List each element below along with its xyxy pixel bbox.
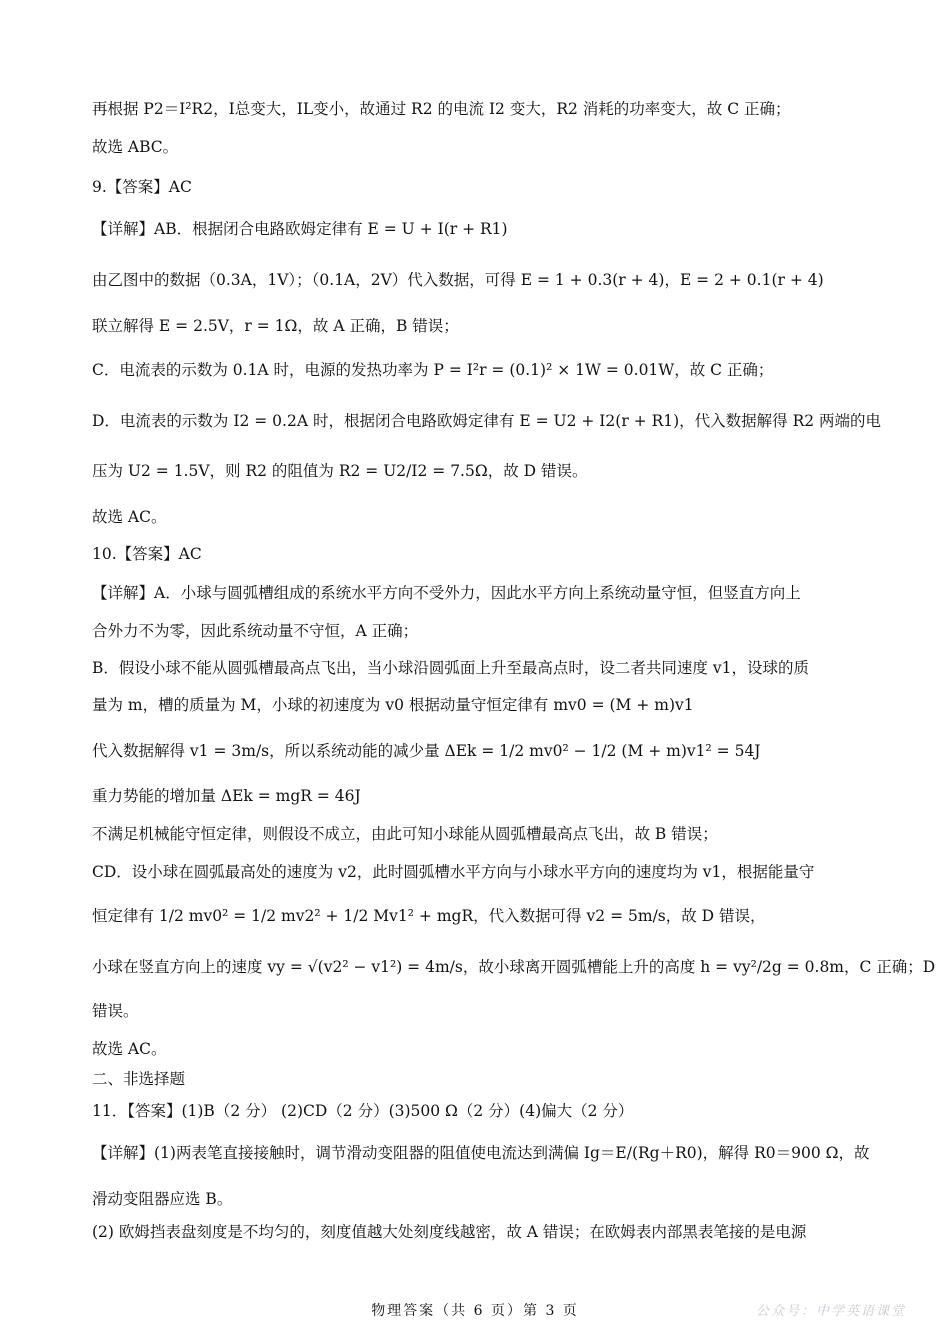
line-text: 联立解得 E = 2.5V，r = 1Ω，故 A 正确，B 错误； <box>92 317 459 335</box>
line-text: 故选 ABC。 <box>92 138 179 156</box>
line-text: 重力势能的增加量 ΔEk = mgR = 46J <box>92 787 361 805</box>
text-line <box>92 315 862 337</box>
text-line <box>92 1142 870 1164</box>
text-line <box>92 1000 862 1022</box>
text-line <box>92 694 862 716</box>
text-line <box>92 956 936 978</box>
text-line <box>92 460 862 482</box>
text-line <box>92 905 862 927</box>
line-text: 压为 U2 = 1.5V，则 R2 的阻值为 R2 = U2/I2 = 7.5Ω，故 D 错误。 <box>92 462 588 480</box>
answer-heading <box>92 176 862 198</box>
line-text: 小球在竖直方向上的速度 vy = √(v2² − v1²) = 4m/s，故小球离开圆弧槽能上升的高度 h = vy²/2g = 0.8m，C 正确；D <box>92 958 936 976</box>
section-heading <box>92 1068 862 1090</box>
line-text: 10.【答案】AC <box>92 545 202 563</box>
line-text: B．假设小球不能从圆弧槽最高点飞出，当小球沿圆弧面上升至最高点时，设二者共同速度 v1，设球的质 <box>92 659 809 677</box>
text-line <box>92 98 862 120</box>
line-text: 量为 m，槽的质量为 M，小球的初速度为 v0 根据动量守恒定律有 mv0 = (M + m)v1 <box>92 696 694 714</box>
text-line <box>92 506 862 528</box>
line-text: 再根据 P2＝I²R2，I总变大，IL变小，故通过 R2 的电流 I2 变大，R2 消耗的功率变大，故 C 正确； <box>92 100 791 118</box>
text-line <box>92 359 862 381</box>
text-line <box>92 823 862 845</box>
watermark: 公众号：中学英语课堂 <box>755 1304 906 1319</box>
text-line <box>92 620 862 642</box>
line-text: (2) 欧姆挡表盘刻度是不均匀的，刻度值越大处刻度线越密，故 A 错误；在欧姆表内部黑表笔接的是电源 <box>92 1223 807 1241</box>
answer-heading <box>92 1100 862 1122</box>
line-text: C．电流表的示数为 0.1A 时，电源的发热功率为 P = I²r = (0.1)² × 1W = 0.01W，故 C 正确； <box>92 361 774 379</box>
line-text: 故选 AC。 <box>92 508 167 526</box>
line-text: 错误。 <box>92 1002 139 1020</box>
text-line <box>92 1188 862 1210</box>
text-line <box>92 1221 862 1243</box>
answer-heading <box>92 543 862 565</box>
line-text: 【详解】A．小球与圆弧槽组成的系统水平方向不受外力，因此水平方向上系统动量守恒，但竖直方向上 <box>92 584 801 602</box>
text-line <box>92 136 862 158</box>
text-line <box>92 269 862 291</box>
text-line <box>92 740 862 762</box>
text-line <box>92 582 862 604</box>
text-line <box>92 657 862 679</box>
page-footer: 物理答案（共 6 页）第 3 页 <box>371 1303 579 1319</box>
text-line <box>92 861 862 883</box>
line-text: 11．【答案】(1)B（2 分） (2)CD（2 分）(3)500 Ω（2 分）(4)偏大（2 分） <box>92 1102 634 1120</box>
text-line <box>92 410 882 432</box>
line-text: 【详解】(1)两表笔直接接触时，调节滑动变阻器的阻值使电流达到满偏 Ig＝E/(Rg＋R0)，解得 R0＝900 Ω，故 <box>92 1144 870 1162</box>
line-text: 不满足机械能守恒定律，则假设不成立，由此可知小球能从圆弧槽最高点飞出，故 B 错误； <box>92 825 718 843</box>
line-text: 【详解】AB．根据闭合电路欧姆定律有 E = U + I(r + R1) <box>92 220 508 238</box>
line-text: 代入数据解得 v1 = 3m/s，所以系统动能的减少量 ΔEk = 1/2 mv0² − 1/2 (M + m)v1² = 54J <box>92 742 761 760</box>
line-text: 由乙图中的数据（0.3A，1V）；（0.1A，2V）代入数据，可得 E = 1 + 0.3(r + 4)，E = 2 + 0.1(r + 4) <box>92 271 824 289</box>
line-text: 滑动变阻器应选 B。 <box>92 1190 233 1208</box>
line-text: 二、非选择题 <box>92 1070 186 1088</box>
line-text: 9.【答案】AC <box>92 178 192 196</box>
line-text: 恒定律有 1/2 mv0² = 1/2 mv2² + 1/2 Mv1² + mgR，代入数据可得 v2 = 5m/s，故 D 错误， <box>92 907 766 925</box>
line-text: 合外力不为零，因此系统动量不守恒，A 正确； <box>92 622 419 640</box>
text-line <box>92 218 862 240</box>
line-text: 故选 AC。 <box>92 1040 167 1058</box>
text-line <box>92 785 862 807</box>
text-line <box>92 1038 862 1060</box>
line-text: D．电流表的示数为 I2 = 0.2A 时，根据闭合电路欧姆定律有 E = U2 + I2(r + R1)，代入数据解得 R2 两端的电 <box>92 412 882 430</box>
line-text: CD．设小球在圆弧最高处的速度为 v2，此时圆弧槽水平方向与小球水平方向的速度均为 v1，根据能量守 <box>92 863 815 881</box>
